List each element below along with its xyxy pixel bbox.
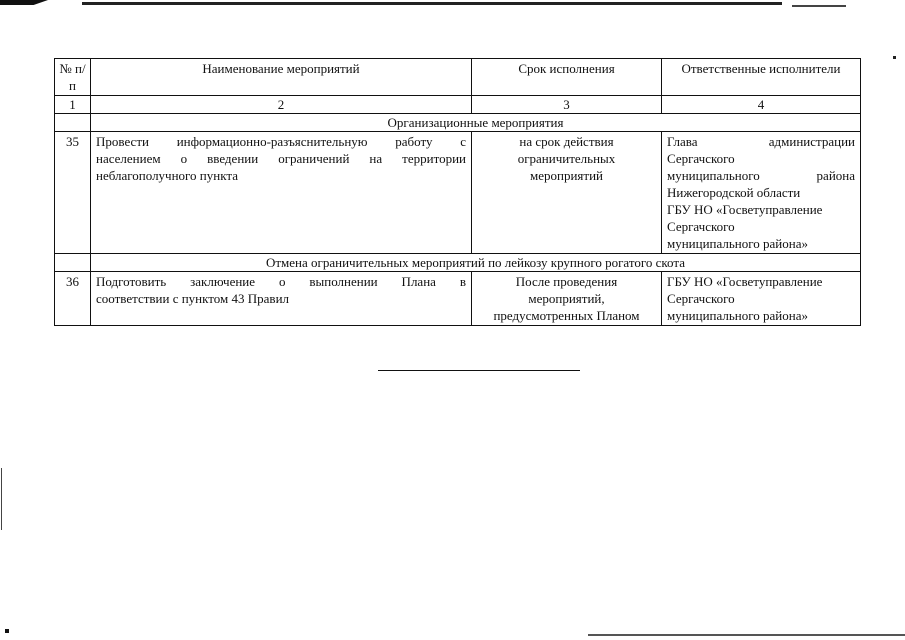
table-row bbox=[55, 272, 861, 326]
header-responsible: Ответственные исполнители bbox=[662, 59, 861, 96]
column-number-row bbox=[55, 96, 861, 114]
row-name-line: неблагополучного пункта bbox=[96, 168, 238, 183]
scan-artifact bbox=[5, 629, 9, 633]
scan-artifact bbox=[82, 2, 782, 5]
row-deadline-line: на срок действия bbox=[519, 134, 614, 149]
table-header-row bbox=[55, 59, 861, 96]
row-name bbox=[91, 132, 472, 254]
row-name bbox=[91, 272, 472, 326]
row-name-line: Провести информационно-разъяснительную работу с bbox=[96, 134, 466, 149]
row-number: 36 bbox=[55, 272, 91, 326]
row-responsible-line: ГБУ НО «Госветуправление bbox=[667, 274, 823, 289]
column-number: 4 bbox=[662, 96, 861, 114]
row-name-line: населением о введении ограничений на территории bbox=[96, 151, 466, 166]
row-responsible bbox=[662, 272, 861, 326]
row-deadline bbox=[472, 272, 662, 326]
row-deadline-line: мероприятий, bbox=[528, 291, 605, 306]
section-row bbox=[55, 114, 861, 132]
section-row bbox=[55, 254, 861, 272]
column-number: 1 bbox=[55, 96, 91, 114]
row-deadline-line: предусмотренных Планом bbox=[493, 308, 640, 323]
row-responsible-line: муниципального района bbox=[667, 168, 855, 183]
row-deadline-line: ограничительных bbox=[517, 151, 616, 166]
row-number: 35 bbox=[55, 132, 91, 254]
section-title: Организационные мероприятия bbox=[91, 114, 861, 132]
section-spacer bbox=[55, 114, 91, 132]
header-name: Наименование мероприятий bbox=[91, 59, 472, 96]
row-responsible-line: Сергачского bbox=[667, 151, 735, 166]
row-responsible-line: Сергачского bbox=[667, 291, 735, 306]
header-number: № п/п bbox=[55, 59, 91, 96]
scan-artifact bbox=[0, 0, 48, 5]
row-responsible-line: Сергачского bbox=[667, 219, 735, 234]
scan-artifact bbox=[1, 468, 2, 530]
row-deadline bbox=[472, 132, 662, 254]
section-spacer bbox=[55, 254, 91, 272]
scan-artifact bbox=[893, 56, 896, 59]
row-responsible-line: муниципального района» bbox=[667, 308, 808, 323]
row-deadline-line: После проведения bbox=[515, 274, 618, 289]
table-row bbox=[55, 132, 861, 254]
header-deadline: Срок исполнения bbox=[472, 59, 662, 96]
closing-rule bbox=[378, 370, 580, 371]
row-responsible-line: Нижегородской области bbox=[667, 185, 801, 200]
scan-artifact bbox=[588, 634, 905, 636]
row-name-line: Подготовить заключение о выполнении Плана в bbox=[96, 274, 466, 289]
plan-table bbox=[54, 58, 861, 326]
row-deadline-line: мероприятий bbox=[530, 168, 603, 183]
scan-artifact bbox=[792, 5, 846, 7]
row-responsible bbox=[662, 132, 861, 254]
section-title: Отмена ограничительных мероприятий по лейкозу крупного рогатого скота bbox=[91, 254, 861, 272]
row-responsible-line: ГБУ НО «Госветуправление bbox=[667, 202, 823, 217]
row-name-line: соответствии с пунктом 43 Правил bbox=[96, 291, 290, 306]
column-number: 2 bbox=[91, 96, 472, 114]
row-responsible-line: Глава администрации bbox=[667, 134, 855, 149]
column-number: 3 bbox=[472, 96, 662, 114]
row-responsible-line: муниципального района» bbox=[667, 236, 808, 251]
